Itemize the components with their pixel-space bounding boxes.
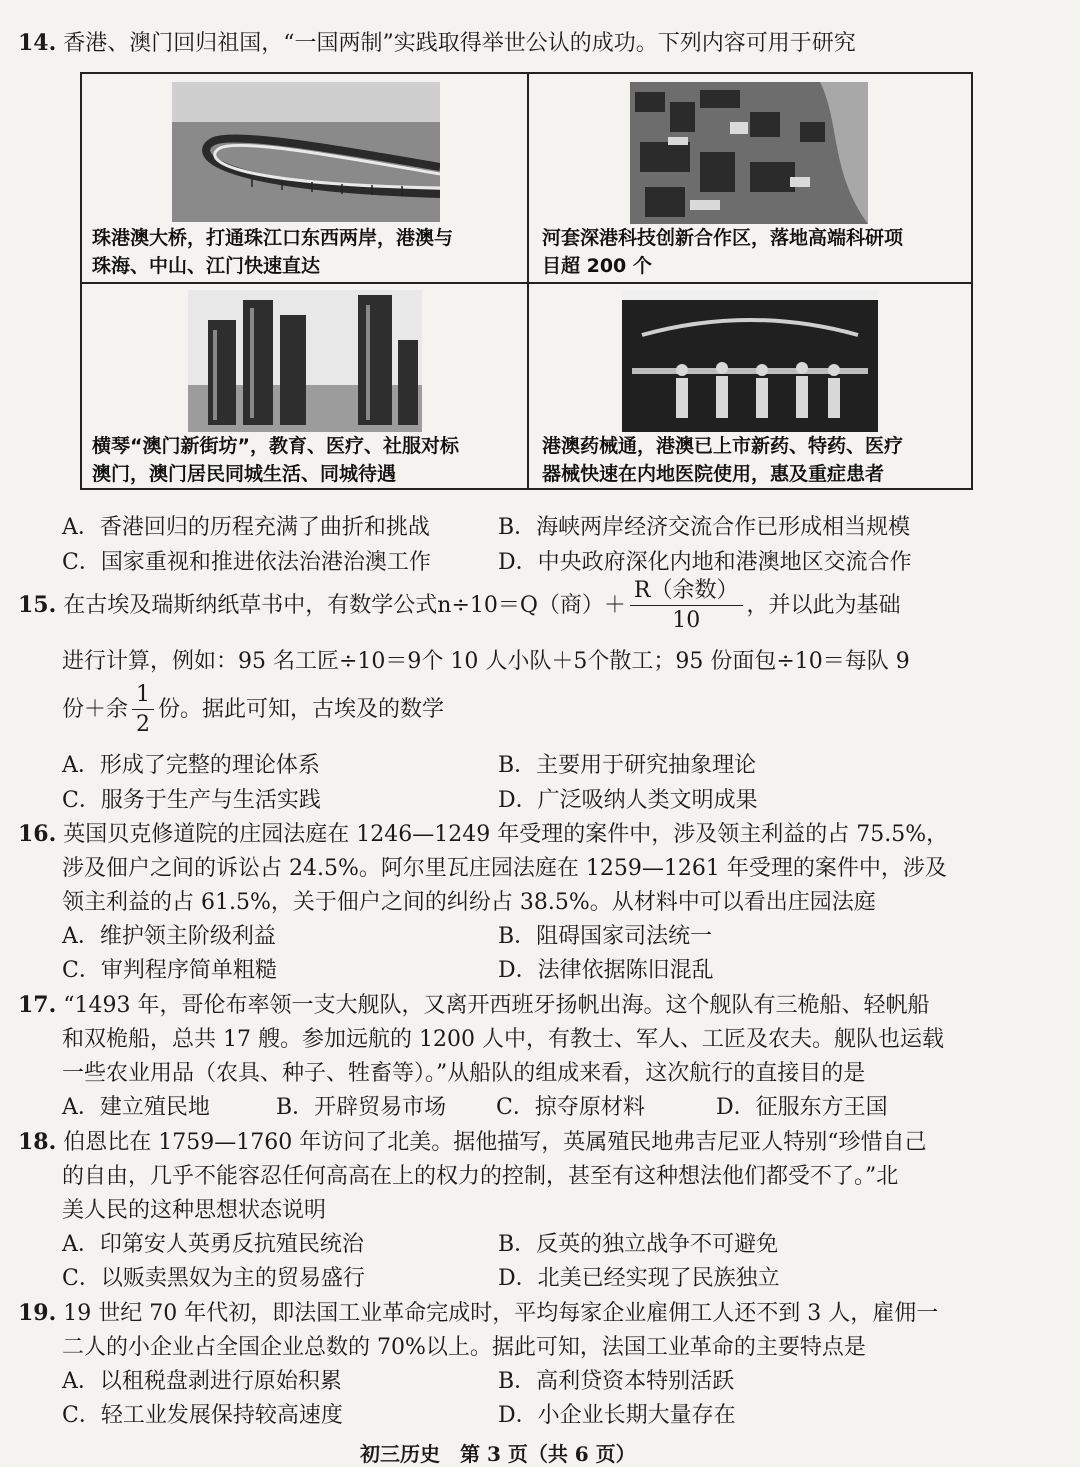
- q15-stem-pre: 在古埃及瑞斯纳纸草书中，有数学公式n÷10＝Q（商）＋: [63, 593, 626, 618]
- q15-stem-post: ，并以此为基础: [746, 593, 901, 618]
- grid-divider-vertical: [527, 74, 529, 488]
- q19-option-b: B．高利贷资本特别活跃: [498, 1369, 735, 1394]
- bridge-photo: [172, 82, 440, 222]
- q19-stem-line-2: 二人的小企业占全国企业总数的 70%以上。据此可知，法国工业革命的主要特点是: [62, 1335, 866, 1360]
- q14-option-c: C．国家重视和推进依法治港治澳工作: [62, 550, 431, 575]
- q14-number: 14.: [18, 30, 57, 56]
- q17-option-a: A．建立殖民地: [62, 1095, 210, 1120]
- q18-stem-line-1: [18, 1125, 927, 1156]
- q14-caption-1: [92, 224, 453, 280]
- fraction-numerator: R（余数）: [630, 580, 743, 606]
- q17-option-b: B．开辟贸易市场: [276, 1095, 447, 1120]
- q19-number: 19.: [18, 1300, 57, 1326]
- q16-stem-text: 英国贝克修道院的庄园法庭在 1246—1249 年受理的案件中，涉及领主利益的占 75.5%，: [63, 822, 949, 847]
- q15-option-a: A．形成了完整的理论体系: [62, 753, 320, 778]
- q15-stem-line-1: [18, 580, 901, 632]
- fraction-denominator: 10: [672, 608, 701, 633]
- q17-stem-line-3: 一些农业用品（农具、种子、牲畜等）。”从船队的组成来看，这次航行的直接目的是: [62, 1061, 866, 1086]
- q18-option-d: D．北美已经实现了民族独立: [498, 1266, 780, 1291]
- q15-option-b: B．主要用于研究抽象理论: [498, 753, 757, 778]
- q16-stem-line-3: 领主利益的占 61.5%，关于佃户之间的纠纷占 38.5%。从材料中可以看出庄园法庭: [62, 890, 876, 915]
- q16-option-a: A．维护领主阶级利益: [62, 924, 276, 949]
- q14-image-grid: [80, 72, 973, 490]
- q18-option-b: B．反英的独立战争不可避免: [498, 1232, 779, 1257]
- q17-stem-line-2: 和双桅船，总共 17 艘。参加远航的 1200 人中，有教士、军人、工匠及农夫。舰队也运载: [62, 1027, 944, 1052]
- caption-line: 目超 200 个: [542, 255, 652, 277]
- page-footer: 初三历史 第 3 页（共 6 页）: [360, 1442, 636, 1466]
- q18-option-a: A．印第安人英勇反抗殖民统治: [62, 1232, 364, 1257]
- q16-stem-line-2: 涉及佃户之间的诉讼占 24.5%。阿尔里瓦庄园法庭在 1259—1261 年受理的案件中，涉及: [62, 856, 947, 881]
- pharma-event-photo: [622, 290, 878, 432]
- q15-stem-line-2: 进行计算，例如：95 名工匠÷10＝9个 10 人小队＋5个散工；95 份面包÷10＝每队 9: [62, 649, 910, 674]
- q19-option-c: C．轻工业发展保持较高速度: [62, 1403, 343, 1428]
- q15-number: 15.: [18, 592, 57, 618]
- q16-number: 16.: [18, 821, 57, 847]
- q14-stem: 香港、澳门回归祖国，“一国两制”实践取得举世公认的成功。下列内容可用于研究: [63, 31, 856, 56]
- q19-stem-line-1: [18, 1296, 938, 1327]
- q14-option-a: A．香港回归的历程充满了曲折和挑战: [62, 515, 430, 540]
- q14-stem-line: [18, 26, 856, 57]
- q18-stem-line-3: 美人民的这种思想状态说明: [62, 1198, 327, 1223]
- q16-option-b: B．阻碍国家司法统一: [498, 924, 713, 949]
- q14-caption-4: [542, 432, 903, 488]
- q18-stem-line-2: 的自由，几乎不能容忍任何高高在上的权力的控制，甚至有这种想法他们都受不了。”北: [62, 1164, 899, 1189]
- q18-number: 18.: [18, 1129, 57, 1155]
- new-neighbourhood-towers-photo: [188, 290, 422, 432]
- caption-line: 珠港澳大桥，打通珠江口东西两岸，港澳与: [92, 227, 454, 249]
- remainder-fraction: [630, 580, 743, 632]
- q17-option-d: D．征服东方王国: [716, 1095, 888, 1120]
- q16-option-d: D．法律依据陈旧混乱: [498, 958, 714, 983]
- caption-line: 河套深港科技创新合作区，落地高端科研项: [542, 227, 904, 249]
- q18-stem-text: 伯恩比在 1759—1760 年访问了北美。据他描写，英属殖民地弗吉尼亚人特别“珍惜自己: [63, 1130, 927, 1155]
- q17-option-c: C．掠夺原材料: [496, 1095, 645, 1120]
- caption-line: 器械快速在内地医院使用，惠及重症患者: [542, 463, 885, 485]
- q15-option-d: D．广泛吸纳人类文明成果: [498, 788, 758, 813]
- fraction-denominator: 2: [136, 712, 151, 737]
- caption-line: 澳门，澳门居民同城生活、同城待遇: [92, 463, 397, 485]
- q15-line3-post: 份。据此可知，古埃及的数学: [158, 697, 445, 722]
- q16-option-c: C．审判程序简单粗糙: [62, 958, 277, 983]
- q16-stem-line-1: [18, 817, 948, 848]
- q17-stem-line-1: [18, 988, 930, 1019]
- q17-stem-text: “1493 年，哥伦布率领一支大舰队，又离开西班牙扬帆出海。这个舰队有三桅船、轻帆船: [63, 993, 930, 1018]
- q15-line3-pre: 份＋余: [62, 697, 129, 722]
- q19-option-d: D．小企业长期大量存在: [498, 1403, 736, 1428]
- q15-option-c: C．服务于生产与生活实践: [62, 788, 321, 813]
- science-park-aerial-photo: [630, 82, 868, 224]
- q19-stem-text: 19 世纪 70 年代初，即法国工业革命完成时，平均每家企业雇佣工人还不到 3 人，雇佣一: [63, 1301, 939, 1326]
- grid-divider-horizontal: [82, 282, 971, 284]
- q14-option-d: D．中央政府深化内地和港澳地区交流合作: [498, 550, 912, 575]
- caption-line: 横琴“澳门新街坊”，教育、医疗、社服对标: [92, 435, 459, 457]
- caption-line: 港澳药械通，港澳已上市新药、特药、医疗: [542, 435, 904, 457]
- q14-option-b: B．海峡两岸经济交流合作已形成相当规模: [498, 515, 911, 540]
- fraction-numerator: 1: [132, 684, 154, 710]
- caption-line: 珠海、中山、江门快速直达: [92, 255, 321, 277]
- q14-caption-2: [542, 224, 903, 280]
- q14-caption-3: [92, 432, 459, 488]
- q18-option-c: C．以贩卖黑奴为主的贸易盛行: [62, 1266, 365, 1291]
- q19-option-a: A．以租税盘剥进行原始积累: [62, 1369, 342, 1394]
- q17-number: 17.: [18, 992, 57, 1018]
- half-fraction: [132, 684, 154, 736]
- q15-stem-line-3: [62, 684, 444, 736]
